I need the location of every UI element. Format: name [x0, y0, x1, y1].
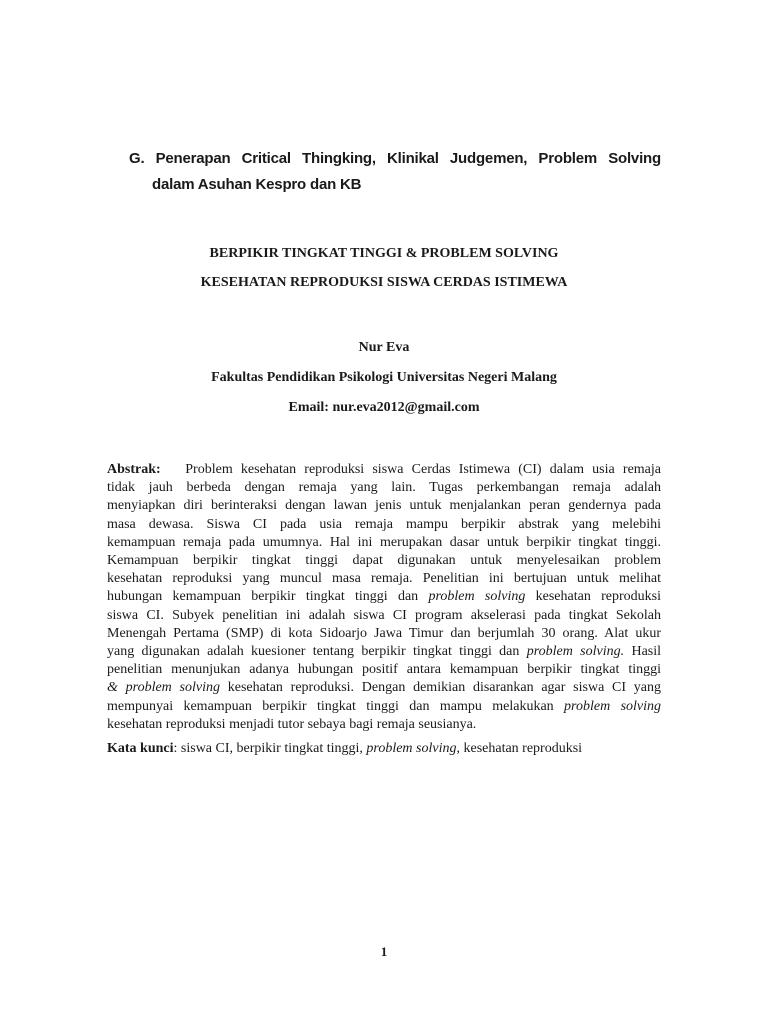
abstract-line: yang digunakan adalah kuesioner tentang berpikir tingkat tinggi dan problem solving. Hasil [107, 644, 662, 660]
page-number: 1 [380, 944, 388, 959]
italic-term: problem solving [564, 698, 662, 714]
abstract-line: kemampuan remaja pada umumnya. Hal ini merupakan dasar untuk berpikir tingkat tinggi. [107, 534, 661, 550]
abstract-line: hubungan kemampuan berpikir tingkat tinggi dan problem solving kesehatan reproduksi [107, 589, 661, 605]
abstract-line: kesehatan reproduksi menjadi tutor sebaya bagi remaja seusianya. [107, 716, 477, 732]
author-affiliation: Fakultas Pendidikan Psikologi Universitas Negeri Malang [211, 370, 557, 385]
italic-term: problem solving. [526, 644, 625, 660]
abstract-line: & problem solving kesehatan reproduksi. Dengan demikian disarankan agar siswa CI yang [107, 680, 661, 696]
abstract-line: Menengah Pertama (SMP) di kota Sidoarjo Jawa Timur dan berjumlah 30 orang. Alat ukur [107, 625, 661, 641]
keywords-label: Kata kunci [107, 741, 174, 756]
abstract-line: Kemampuan berpikir tingkat tinggi dapat digunakan untuk menyelesaikan problem [107, 553, 661, 569]
italic-term: problem solving [428, 589, 526, 605]
heading-word: Problem [538, 150, 598, 167]
abstract-line: masa dewasa. Siswa CI pada usia remaja mampu berpikir abstrak yang melebihi [107, 516, 661, 532]
abstract-line: mempunyai kemampuan berpikir tingkat tinggi dan mampu melakukan problem solving [107, 698, 662, 714]
heading-word: Critical [241, 150, 291, 167]
abstract-line: Abstrak: Problem kesehatan reproduksi siswa Cerdas Istimewa (CI) dalam usia remaja [107, 462, 662, 477]
abstract [107, 461, 661, 734]
abstract-line: kesehatan reproduksi yang muncul masa remaja. Penelitian ini bertujuan untuk melihat [107, 571, 661, 587]
section-heading-line-2: dalam Asuhan Kespro dan KB [152, 176, 362, 193]
heading-word: Penerapan [155, 150, 231, 167]
heading-word: Klinikal [387, 150, 439, 167]
paper-title-line-2: KESEHATAN REPRODUKSI SISWA CERDAS ISTIMEWA [200, 275, 568, 290]
italic-term: & problem solving [107, 680, 220, 696]
paper-title-line-1: BERPIKIR TINGKAT TINGGI & PROBLEM SOLVING [209, 246, 559, 261]
heading-word: G. [129, 150, 145, 167]
abstract-line: penelitian menunjukan adanya hubungan positif antara kemampuan berpikir tingkat tinggi [107, 662, 661, 678]
abstract-label: Abstrak: [107, 462, 161, 477]
author-email: Email: nur.eva2012@gmail.com [288, 400, 480, 415]
abstract-line: tidak jauh berbeda dengan remaja yang lain. Tugas perkembangan remaja adalah [107, 480, 661, 496]
section-heading-line-1 [129, 146, 661, 172]
abstract-line: menyiapkan diri berinteraksi dengan lawan jenis untuk menjalankan peran gendernya pada [107, 498, 661, 514]
keywords: Kata kunci: siswa CI, berpikir tingkat tinggi, problem solving, kesehatan reproduksi [107, 741, 583, 756]
section-heading [129, 146, 661, 198]
abstract-line: siswa CI. Subyek penelitian ini adalah siswa CI program akselerasi pada tingkat Sekolah [107, 607, 661, 623]
author-name: Nur Eva [358, 340, 410, 355]
heading-word: Judgemen, [449, 150, 528, 167]
keyword-italic: problem solving [366, 741, 457, 756]
heading-word: Thingking, [302, 150, 376, 167]
heading-word: Solving [608, 150, 661, 167]
